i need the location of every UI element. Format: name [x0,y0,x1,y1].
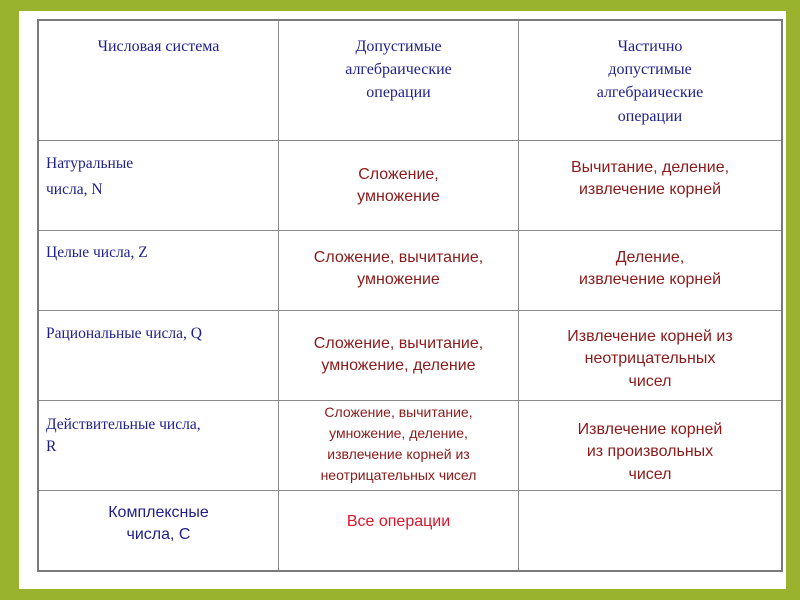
number-systems-table [37,19,783,572]
header-allowed-operations-label: Допустимые алгебраические операции [345,38,452,102]
allowed-natural [279,164,518,209]
header-number-system [39,35,278,58]
system-natural [46,151,274,204]
allowed-rationals [279,333,518,378]
system-reals-label: Действительные числа, R [46,416,201,456]
system-complex-label: Комплексные числа, С [108,504,209,544]
allowed-complex [279,511,518,533]
header-partial-operations [519,35,781,128]
allowed-complex-text: Все операции [346,513,451,530]
header-allowed-operations [279,35,518,105]
partial-integers-text: Деление, извлечение корней [578,249,722,289]
row-divider [39,230,781,231]
partial-rationals [519,326,781,393]
system-integers [46,242,274,264]
partial-rationals-text: Извлечение корней из неотрицательных чисел [567,328,733,390]
system-rationals-label: Рациональные числа, Q [46,325,202,342]
row-divider [39,490,781,491]
row-divider [39,310,781,311]
row-divider [39,400,781,401]
system-reals [46,414,274,459]
system-complex [39,502,278,547]
allowed-natural-text: Сложение, умножение [357,166,440,206]
header-partial-operations-label: Частично допустимые алгебраические операции [596,38,704,125]
allowed-reals [279,402,518,486]
row-divider [39,140,781,141]
allowed-reals-text: Сложение, вычитание, умножение, деление, извлечение корней из неотрицательных чисел [320,404,477,483]
slide [19,11,786,589]
partial-reals [519,419,781,486]
allowed-rationals-text: Сложение, вычитание, умножение, деление [313,335,484,375]
partial-reals-text: Извлечение корней из произвольных чисел [577,421,723,483]
partial-integers [519,247,781,292]
allowed-integers-text: Сложение, вычитание, умножение [313,249,484,289]
partial-natural [519,157,781,202]
system-rationals [46,323,278,345]
partial-natural-text: Вычитание, деление, извлечение корней [570,159,730,199]
header-number-system-label: Числовая система [97,38,220,55]
system-natural-label: Натуральные числа, N [46,155,134,199]
system-integers-label: Целые числа, Z [46,244,148,261]
allowed-integers [279,247,518,292]
